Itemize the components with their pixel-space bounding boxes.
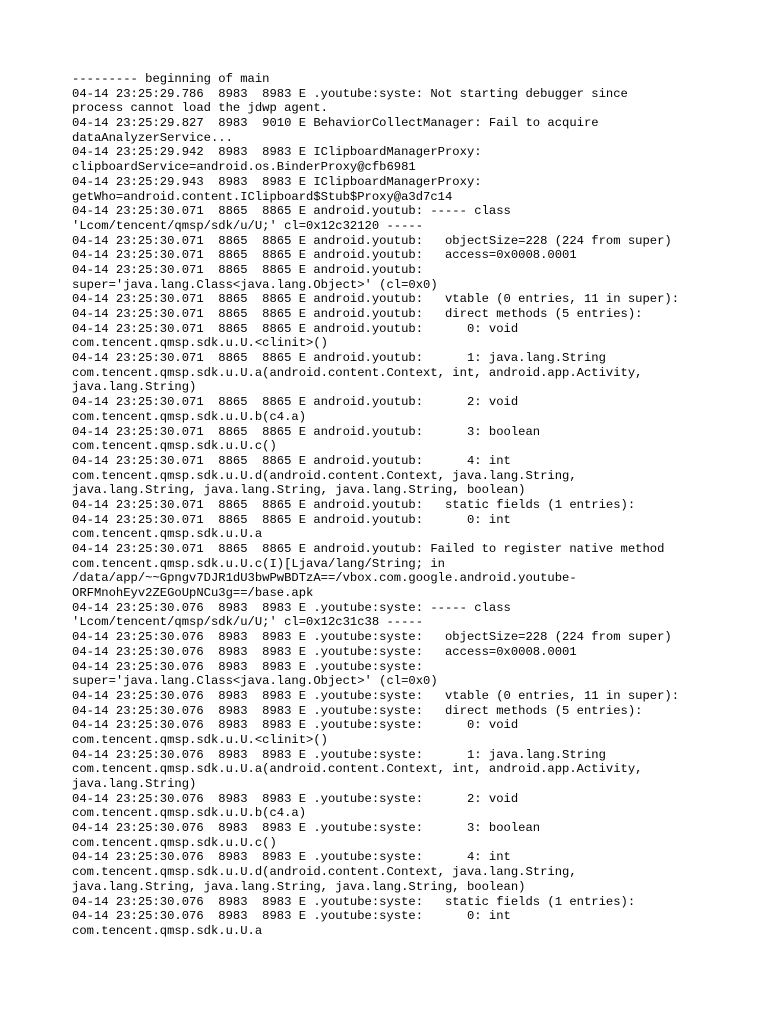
log-line: 04-14 23:25:30.076 8983 8983 E .youtube:syste: static fields (1 entries):: [72, 894, 636, 909]
log-line: 04-14 23:25:30.071 8865 8865 E android.youtub: 0: int: [72, 512, 511, 527]
log-line: 04-14 23:25:30.071 8865 8865 E android.youtub:: [72, 262, 424, 277]
log-line: 04-14 23:25:30.076 8983 8983 E .youtube:syste: 2: void: [72, 791, 519, 806]
log-line: com.tencent.qmsp.sdk.u.U.c(I)[Ljava/lang/String; in: [72, 556, 445, 571]
log-line: 04-14 23:25:30.076 8983 8983 E .youtube:syste: ----- class: [72, 600, 511, 615]
log-line: 04-14 23:25:30.071 8865 8865 E android.youtub: direct methods (5 entries):: [72, 307, 643, 321]
log-line: ORFMnohEyv2ZEGoUpNCu3g==/base.apk: [72, 586, 314, 601]
log-line: super='java.lang.Class<java.lang.Object>' (cl=0x0): [72, 277, 438, 292]
log-line: 04-14 23:25:30.076 8983 8983 E .youtube:syste: 0: void: [72, 718, 519, 733]
log-line: 04-14 23:25:29.943 8983 8983 E IClipboardManagerProxy:: [72, 174, 482, 189]
log-line: 04-14 23:25:30.076 8983 8983 E .youtube:syste: direct methods (5 entries):: [72, 703, 643, 718]
log-line: 04-14 23:25:30.071 8865 8865 E android.youtub: 4: int: [72, 453, 511, 468]
log-line: com.tencent.qmsp.sdk.u.U.a(android.content.Context, int, android.app.Activity,: [72, 762, 643, 777]
log-line: 04-14 23:25:30.076 8983 8983 E .youtube:syste: 1: java.lang.String: [72, 747, 606, 762]
log-line: 04-14 23:25:29.942 8983 8983 E IClipboardManagerProxy:: [72, 145, 482, 160]
log-line: 04-14 23:25:30.071 8865 8865 E android.youtub: 3: boolean: [72, 424, 541, 439]
log-line: 'Lcom/tencent/qmsp/sdk/u/U;' cl=0x12c31c38 -----: [72, 615, 424, 630]
log-line: getWho=android.content.IClipboard$Stub$Proxy@a3d7c14: [72, 189, 453, 204]
log-line: super='java.lang.Class<java.lang.Object>' (cl=0x0): [72, 674, 438, 689]
log-line: com.tencent.qmsp.sdk.u.U.b(c4.a): [72, 409, 307, 424]
log-line: 04-14 23:25:30.076 8983 8983 E .youtube:syste: access=0x0008.0001: [72, 644, 577, 659]
log-line: 04-14 23:25:30.076 8983 8983 E .youtube:syste:: [72, 659, 424, 674]
log-line: com.tencent.qmsp.sdk.u.U.<clinit>(): [72, 336, 328, 351]
log-line: process cannot load the jdwp agent.: [72, 101, 328, 116]
log-line: com.tencent.qmsp.sdk.u.U.c(): [72, 439, 277, 454]
log-line: 04-14 23:25:30.071 8865 8865 E android.youtub: static fields (1 entries):: [72, 497, 636, 512]
log-line: 04-14 23:25:30.076 8983 8983 E .youtube:syste: 0: int: [72, 909, 511, 924]
log-line: java.lang.String): [72, 777, 197, 791]
log-document: [72, 72, 732, 939]
log-line: com.tencent.qmsp.sdk.u.U.a: [72, 923, 263, 938]
log-line: 'Lcom/tencent/qmsp/sdk/u/U;' cl=0x12c32120 -----: [72, 218, 424, 233]
log-line: java.lang.String, java.lang.String, java.lang.String, boolean): [72, 879, 526, 894]
log-line: com.tencent.qmsp.sdk.u.U.<clinit>(): [72, 732, 328, 747]
log-line: clipboardService=android.os.BinderProxy@cfb6981: [72, 160, 416, 175]
log-line: 04-14 23:25:30.076 8983 8983 E .youtube:syste: objectSize=228 (224 from super): [72, 630, 672, 645]
log-line: com.tencent.qmsp.sdk.u.U.a(android.content.Context, int, android.app.Activity,: [72, 365, 643, 380]
log-line: 04-14 23:25:30.071 8865 8865 E android.youtub: ----- class: [72, 204, 511, 219]
log-line: dataAnalyzerService...: [72, 130, 233, 145]
log-line: 04-14 23:25:30.071 8865 8865 E android.youtub: objectSize=228 (224 from super): [72, 233, 672, 248]
log-line: 04-14 23:25:30.071 8865 8865 E android.youtub: 0: void: [72, 321, 519, 336]
log-line: java.lang.String, java.lang.String, java.lang.String, boolean): [72, 483, 526, 498]
log-line: 04-14 23:25:29.786 8983 8983 E .youtube:syste: Not starting debugger since: [72, 86, 628, 101]
log-line: 04-14 23:25:30.071 8865 8865 E android.youtub: Failed to register native method: [72, 542, 665, 556]
log-line: com.tencent.qmsp.sdk.u.U.d(android.content.Context, java.lang.String,: [72, 468, 577, 483]
log-line: com.tencent.qmsp.sdk.u.U.a: [72, 527, 263, 542]
log-line: 04-14 23:25:30.071 8865 8865 E android.youtub: vtable (0 entries, 11 in super):: [72, 292, 680, 307]
log-line: 04-14 23:25:30.076 8983 8983 E .youtube:syste: 4: int: [72, 850, 511, 865]
log-line: 04-14 23:25:30.076 8983 8983 E .youtube:syste: vtable (0 entries, 11 in super):: [72, 688, 680, 703]
log-line: 04-14 23:25:29.827 8983 9010 E BehaviorCollectManager: Fail to acquire: [72, 116, 599, 131]
log-line: 04-14 23:25:30.071 8865 8865 E android.youtub: access=0x0008.0001: [72, 248, 577, 263]
log-line: 04-14 23:25:30.071 8865 8865 E android.youtub: 2: void: [72, 395, 519, 410]
log-line: java.lang.String): [72, 380, 197, 395]
log-line: /data/app/~~Gpngv7DJR1dU3bwPwBDTzA==/vbox.com.google.android.youtube-: [72, 571, 577, 586]
log-line: --------- beginning of main: [72, 72, 270, 86]
log-line: 04-14 23:25:30.071 8865 8865 E android.youtub: 1: java.lang.String: [72, 351, 606, 366]
log-line: com.tencent.qmsp.sdk.u.U.c(): [72, 835, 277, 850]
log-line: com.tencent.qmsp.sdk.u.U.d(android.content.Context, java.lang.String,: [72, 865, 577, 880]
log-line: com.tencent.qmsp.sdk.u.U.b(c4.a): [72, 806, 307, 821]
log-line: 04-14 23:25:30.076 8983 8983 E .youtube:syste: 3: boolean: [72, 821, 541, 836]
